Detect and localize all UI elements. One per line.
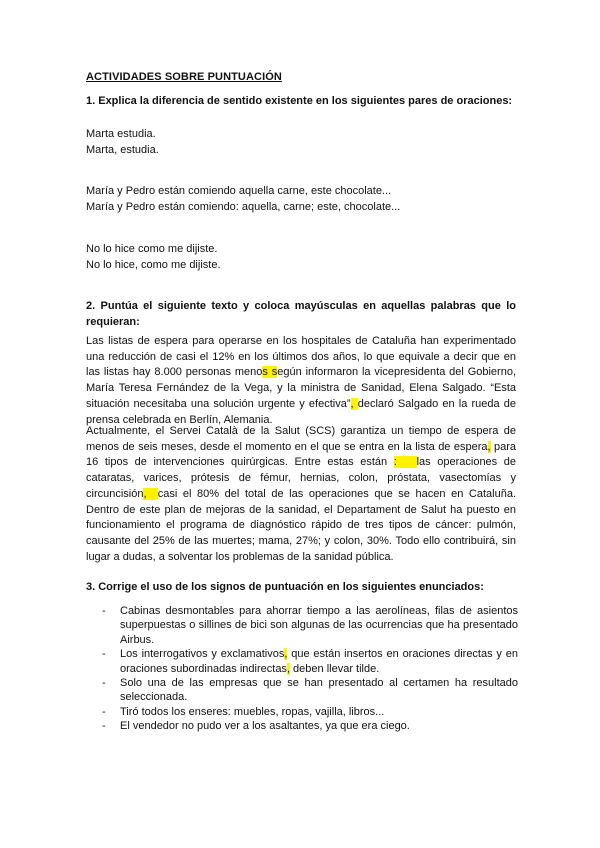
dash-bullet: - [102,677,106,690]
item-text: Cabinas desmontables para ahorrar tiempo a las aerolíneas, filas de asientos superpuestas o sillines de bici son algunas de las ocurrencias que ha presentado Airbus. [120,605,518,646]
pair2-sentence-b: María y Pedro están comiendo: aquella, carne; este, chocolate... [86,201,401,213]
dash-bullet: - [102,648,106,661]
item-text: Tiró todos los enseres: muebles, ropas, vajilla, libros... [120,705,385,718]
paragraph-2 [86,424,516,565]
dash-bullet: - [102,705,106,718]
item-highlight-2: , [286,662,290,675]
p2-highlight-2: : [393,456,417,469]
item-text: que están insertos en oraciones directas y en oraciones subordinadas indirectas [120,648,518,675]
p2-text-a: Actualmente, el Servei Català de la Salut (SCS) garantiza un tiempo de espera de menos de seis meses, desde el momento en el que se entra en la lista de espera [86,425,516,453]
item-highlight-1: , [284,648,288,661]
pair1-sentence-b: Marta, estudia. [86,144,159,156]
p2-highlight-1: , [487,440,491,453]
item-text: Los interrogativos y exclamativos [120,648,285,661]
list-item [86,647,518,676]
p2-highlight-3: , [143,487,158,500]
question-2-heading: 2. Puntúa el siguiente texto y coloca mayúsculas en aquellas palabras que lo requieran: [86,300,516,328]
p1-highlight-1: s s [262,366,278,379]
p1-text-a: Las listas de espera para operarse en los hospitales de Cataluña han experimentado una reducción de casi el 12% en los últimos dos años, lo que equivale a decir que en las listas hay 8.000 personas meno [86,335,516,379]
pair1-sentence-a: Marta estudia. [86,128,156,140]
question-3-heading: 3. Corrige el uso de los signos de puntuación en los siguientes enunciados: [86,581,484,593]
question-1-heading: 1. Explica la diferencia de sentido existente en los siguientes pares de oraciones: [86,95,513,107]
document-title: ACTIVIDADES SOBRE PUNTUACIÓN [86,71,282,83]
dash-bullet: - [102,605,106,617]
sentence-list [86,604,518,734]
list-item [86,604,518,647]
p2-text-d: casi el 80% del total de las operaciones que se hacen en Cataluña. Dentro de este plan de mejoras de la sanidad, el Departament de Salut ha puesto en funcionamiento el programa de diagnóstico rápido de tres tipos de cáncer: pulmón, causante del 25% de las muertes; mama, 27%; y colon, 30%. Todo ello contribuirá, sin lugar a dudas, a solventar los problemas de la sanidad pública. [86,487,517,563]
item-text: deben llevar tilde. [290,662,380,675]
pair3-sentence-b: No lo hice, como me dijiste. [86,259,221,271]
pair3-sentence-a: No lo hice como me dijiste. [86,243,218,255]
p1-highlight-2: , [350,397,358,410]
p2-text-b: para 16 tipos de intervenciones quirúrgicas. Entre estas están [86,440,517,469]
list-item [86,676,518,705]
list-item [86,705,518,719]
dash-bullet: - [102,720,106,733]
p1-text-b: egún informaron la vicepresidenta del Gobierno, María Teresa Fernández de la Vega, y la ministra de Sanidad, Elena Salgado. “Esta situación necesitaba una solución urgente y efectiva” [86,366,517,410]
item-text: Solo una de las empresas que se han presentado al certamen ha resultado seleccionada. [120,677,518,704]
pair2-sentence-a: María y Pedro están comiendo aquella carne, este chocolate... [86,185,392,197]
list-item [86,719,518,733]
item-text: El vendedor no pudo ver a los asaltantes, ya que era ciego. [120,720,410,733]
p2-text-c: las operaciones de cataratas, varices, prótesis de fémur, hernias, colon, próstata, vasectomías y circuncisión [86,456,517,500]
p1-text-c: declaró Salgado en la rueda de prensa celebrada en Berlín, Alemania. [86,397,516,426]
paragraph-1 [86,334,516,428]
